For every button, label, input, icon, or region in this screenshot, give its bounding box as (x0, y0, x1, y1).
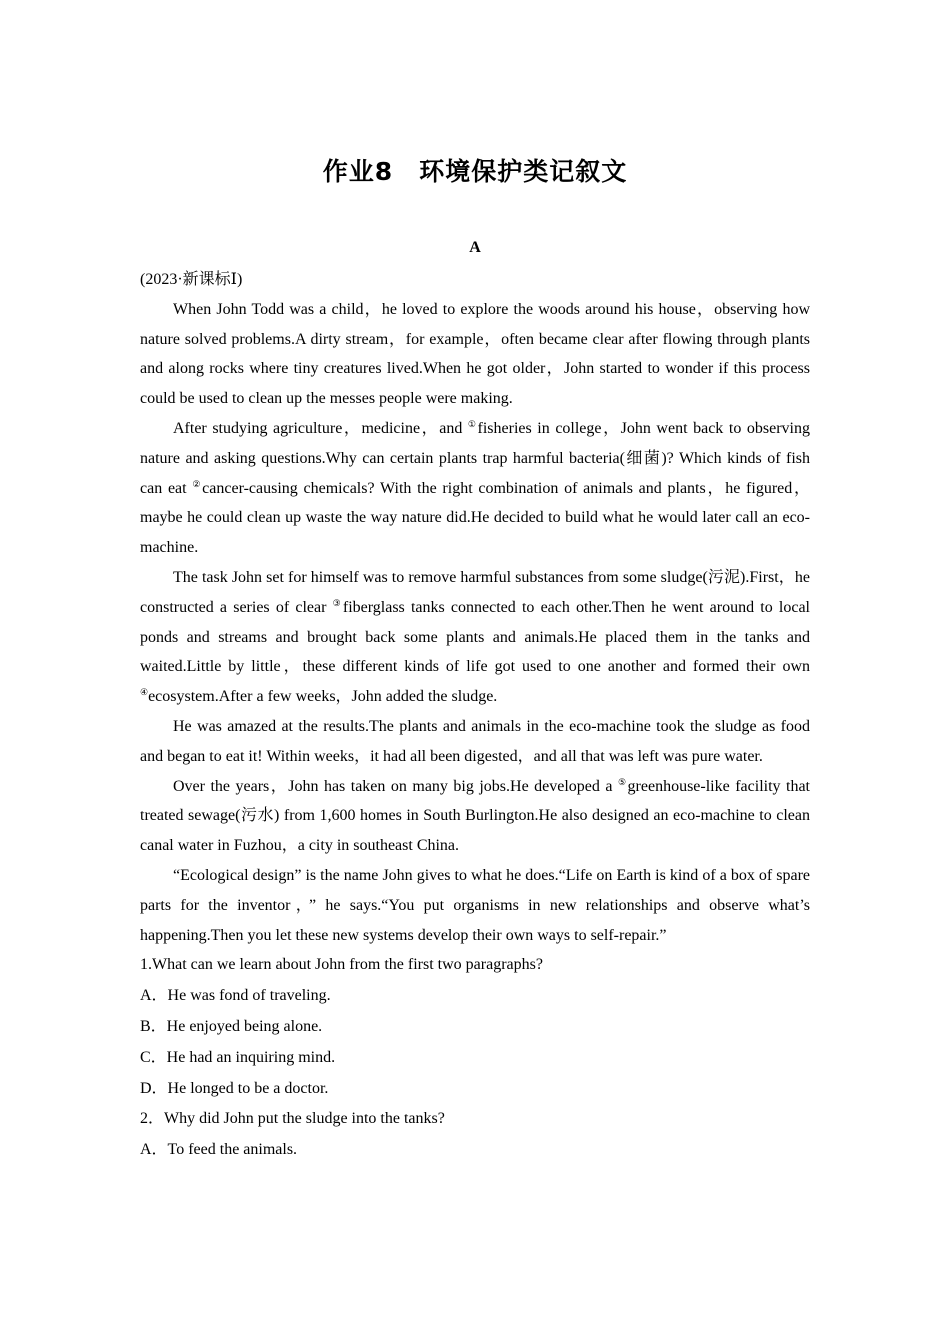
answer-option: B．He enjoyed being alone. (140, 1017, 323, 1035)
paragraph-4: He was amazed at the results.The plants and animals in the eco-machine took the sludge as food and began to eat it! Within weeks，it had all been digested，and all that was left was pure water. (140, 717, 810, 765)
paragraph-6: “Ecological design” is the name John gives to what he does.“Life on Earth is kind of a box of spare parts for the inventor，” he says.“You put organisms in new relationships and observe what’s happening.Then you let these new systems develop their own ways to self-repair.” (140, 866, 810, 944)
source-label: (2023·新课标Ⅰ) (140, 271, 243, 288)
question-stem: 1.What can we learn about John from the first two paragraphs? (140, 956, 543, 974)
footnote-marker: ③ (332, 597, 343, 608)
paragraph-2 (140, 414, 810, 563)
answer-option: A．He was fond of traveling. (140, 987, 331, 1005)
paragraph-text: After studying agriculture，medicine，and (173, 419, 468, 437)
paragraph-text: ecosystem.After a few weeks，John added the sludge. (148, 688, 498, 706)
paragraph-text: Over the years，John has taken on many big jobs.He developed a (173, 777, 618, 795)
answer-option: A．To feed the animals. (140, 1141, 298, 1159)
question-2 (140, 1104, 810, 1166)
paragraph-5 (140, 772, 810, 861)
reading-passage (140, 265, 810, 1166)
answer-option: C．He had an inquiring mind. (140, 1048, 336, 1066)
paragraph-text: fisheries in college，John went back to observing nature and asking questions.Why can certain plants trap harmful bacteria(细菌)? Which kinds of fish can eat (140, 419, 810, 497)
footnote-marker: ② (192, 478, 203, 489)
paragraph-1: When John Todd was a child，he loved to explore the woods around his house，observing how nature solved problems.A dirty stream，for example，often became clear after flowing through plants and along rocks where tiny creatures lived.When he got older，John started to wonder if this process could be used to clean up the messes people were making. (140, 300, 810, 408)
footnote-marker: ④ (140, 687, 149, 698)
question-1 (140, 950, 810, 1104)
paragraph-text: The task John set for himself was to remove harmful substances from some sludge(污泥).First，he constructed a series of clear (140, 568, 810, 616)
question-stem: 2．Why did John put the sludge into the tanks? (140, 1110, 445, 1128)
section-heading: A (469, 239, 481, 256)
paragraph-text: cancer-causing chemicals? With the right combination of animals and plants，he figured，maybe he could clean up waste the way nature did.He decided to build what he would later call an eco-machine. (140, 479, 810, 557)
answer-option: D．He longed to be a doctor. (140, 1079, 329, 1097)
page-title: 作业8 环境保护类记叙文 (322, 157, 628, 186)
footnote-marker: ⑤ (617, 776, 628, 787)
footnote-marker: ① (467, 418, 478, 429)
paragraph-text: greenhouse-like facility that treated sewage(污水) from 1,600 homes in South Burlington.He also designed an eco-machine to clean canal water in Fuzhou，a city in southeast China. (140, 777, 811, 855)
paragraph-text: fiberglass tanks connected to each other.Then he went around to local ponds and streams and brought back some plants and animals.He placed them in the tanks and waited.Little by little，these different kinds of life got used to one another and formed their own (140, 598, 811, 676)
paragraph-3 (140, 563, 810, 712)
